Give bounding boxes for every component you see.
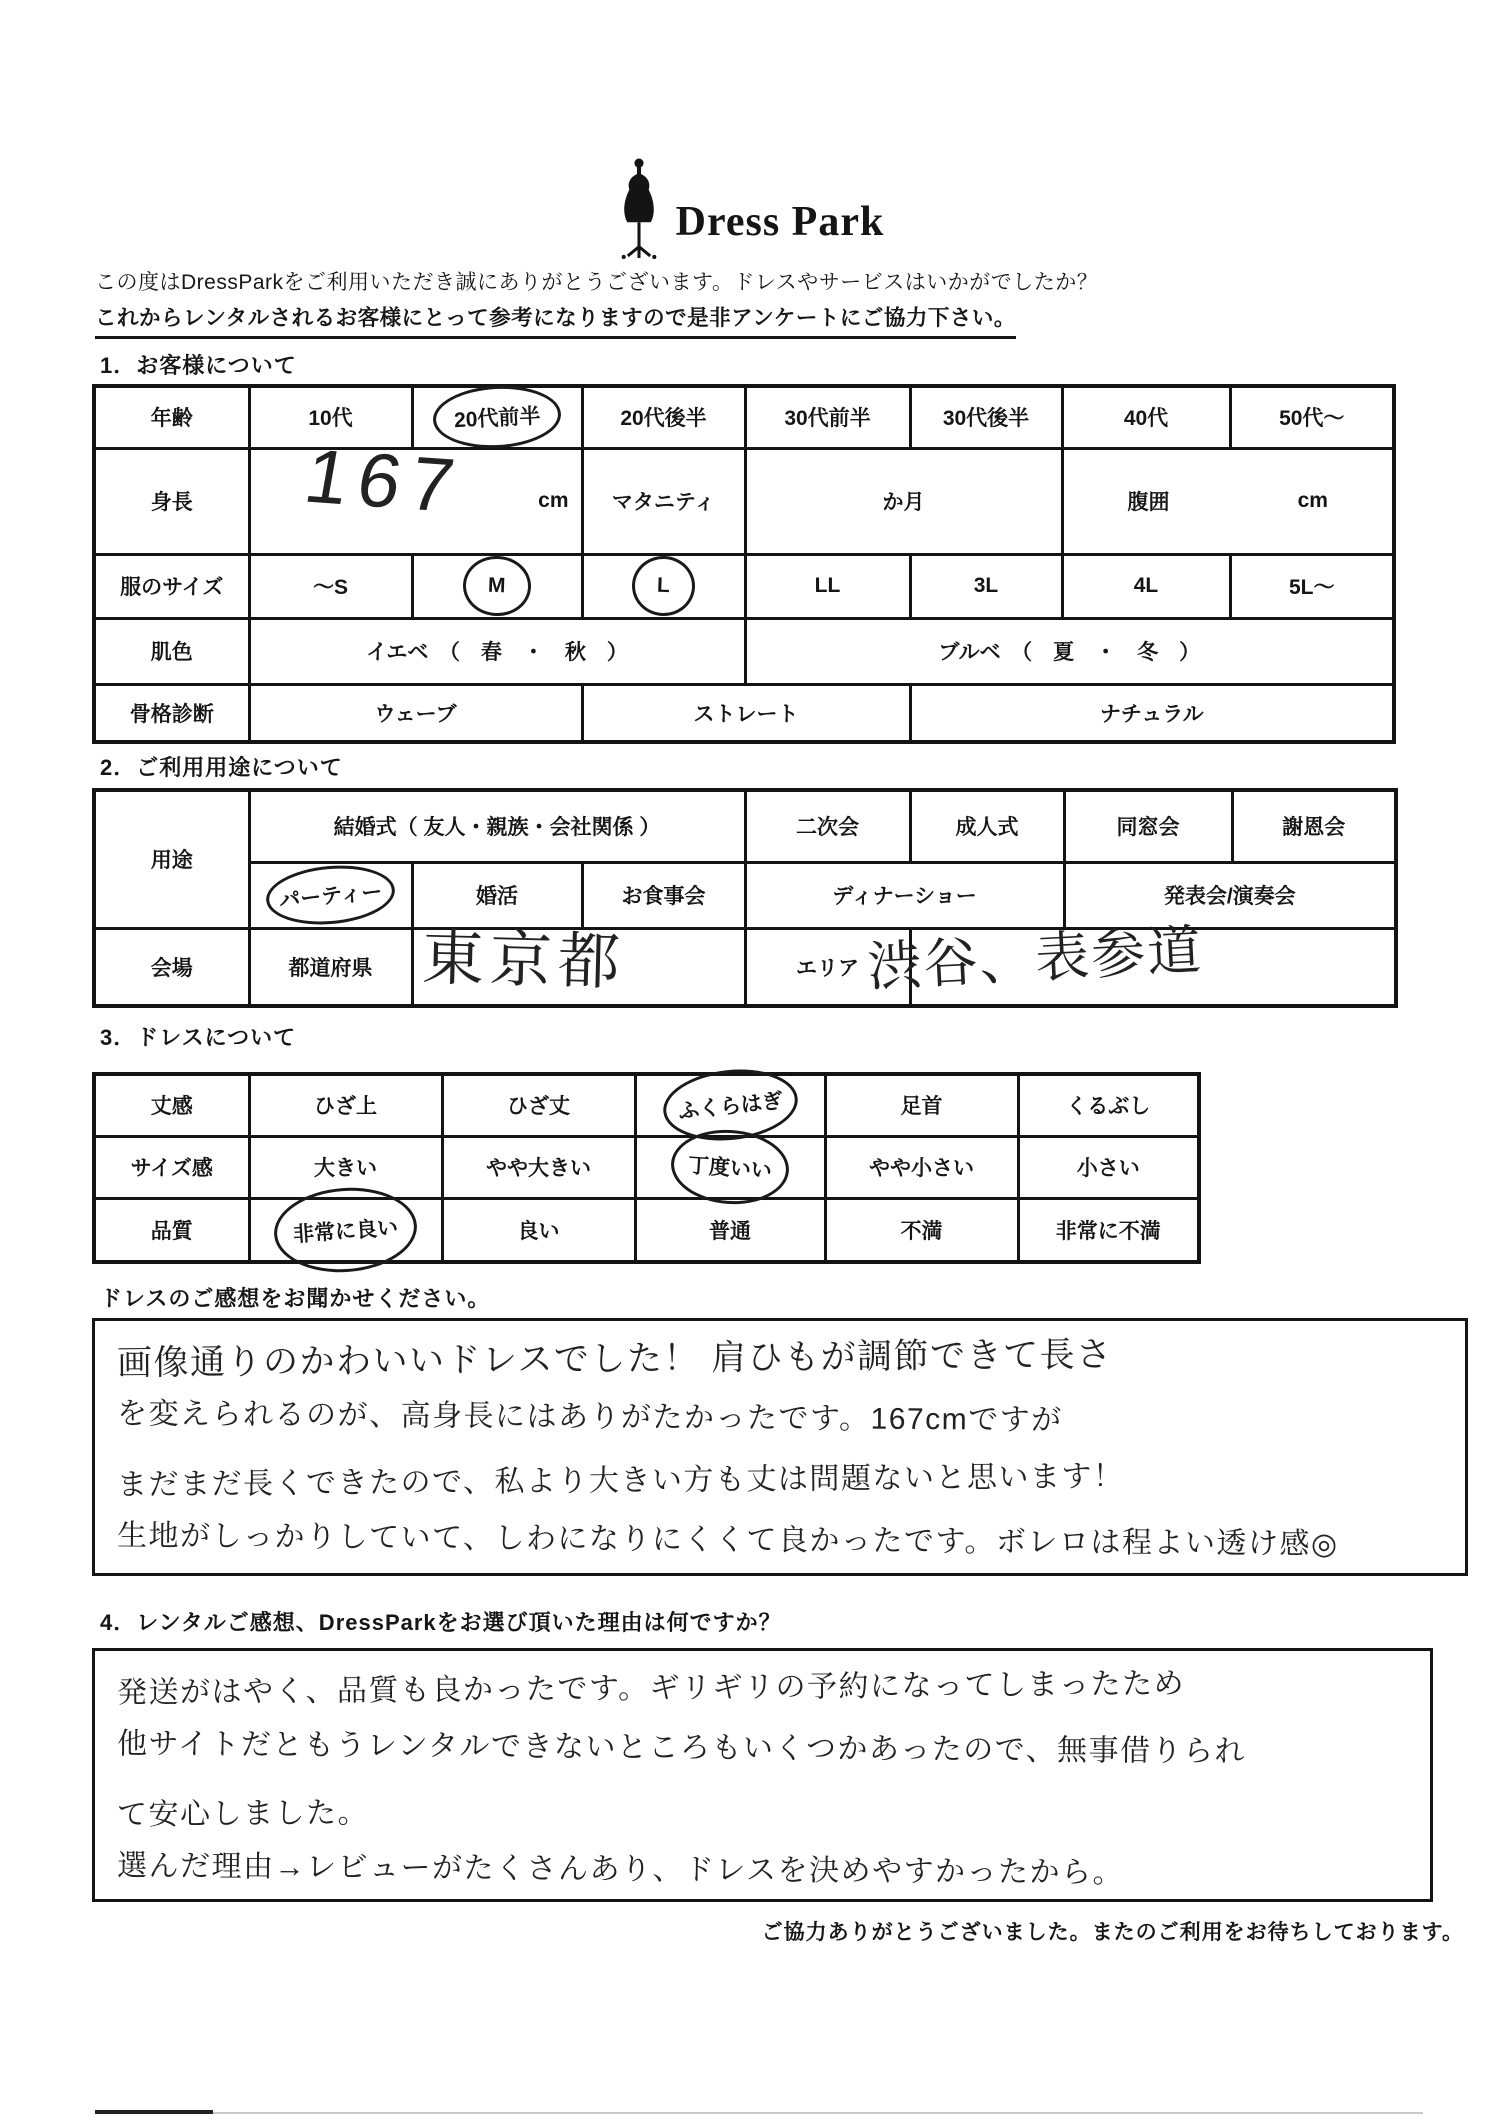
age-option: 40代 <box>1062 386 1230 448</box>
frame-option: ストレート <box>582 684 910 742</box>
usage-option <box>249 862 412 928</box>
quality-option: 不満 <box>825 1198 1018 1262</box>
rental-feedback-box <box>92 1648 1433 1902</box>
scan-artifact-line <box>213 2112 1423 2114</box>
table-row <box>94 790 1396 862</box>
section1-heading: 1．お客様について <box>100 353 297 378</box>
length-option: ひざ上 <box>249 1074 442 1136</box>
selection-circle-calf: ふくらはぎ <box>659 1063 801 1147</box>
size-option: 5L～ <box>1230 554 1394 618</box>
table-row <box>94 448 1394 554</box>
venue-label: 会場 <box>94 928 249 1006</box>
frame-option: ウェーブ <box>249 684 582 742</box>
usage-option: 同窓会 <box>1064 790 1232 862</box>
age-option: 30代後半 <box>910 386 1062 448</box>
section2-heading: 2．ご利用用途について <box>100 755 343 780</box>
height-value-handwriting: 167 <box>298 433 470 529</box>
fit-option <box>635 1136 825 1198</box>
dress-feedback-handwriting-line: 画像通りのかわいいドレスでした！ 肩ひもが調節できて長さ <box>116 1335 1113 1383</box>
footer-thanks-text: ご協力ありがとうございました。またのご利用をお待ちしております。 <box>761 1921 1464 1944</box>
dress-feedback-handwriting-line: 生地がしっかりしていて、しわになりにくくて良かったです。ボレロは程よい透け感◎ <box>116 1519 1339 1561</box>
fit-option: 小さい <box>1018 1136 1199 1198</box>
selection-circle-quality: 非常に良い <box>271 1183 420 1277</box>
rental-feedback-handwriting-line: て安心しました。 <box>116 1796 370 1832</box>
rental-feedback-handwriting-line: 選んだ理由→レビューがたくさんあり、ドレスを決めやすかったから。 <box>116 1849 1125 1890</box>
height-value-cell <box>249 433 582 554</box>
length-option <box>635 1074 825 1136</box>
usage-option: ディナーショー <box>745 862 1064 928</box>
fit-label: サイズ感 <box>94 1136 249 1198</box>
age-option <box>412 386 582 448</box>
prefecture-handwriting: 東京都 <box>420 922 627 998</box>
age-option: 10代 <box>249 386 412 448</box>
usage-option: 発表会/演奏会 <box>1064 862 1396 928</box>
skin-label: 肌色 <box>94 618 249 684</box>
skin-option-blue: ブルベ （ 夏 ・ 冬 ） <box>745 618 1394 684</box>
dress-form-icon <box>616 158 662 260</box>
brand-logo <box>0 158 1500 260</box>
age-option: 50代～ <box>1230 386 1394 448</box>
quality-option <box>249 1198 442 1262</box>
table-row <box>94 1074 1199 1136</box>
fit-option: やや小さい <box>825 1136 1018 1198</box>
waist-cell <box>1062 448 1394 554</box>
selection-circle-size-m: M <box>462 555 532 617</box>
section4-heading: 4．レンタルご感想、DressParkをお選び頂いた理由は何ですか？ <box>100 1610 782 1635</box>
scan-artifact-line <box>95 2110 213 2114</box>
length-option: ひざ丈 <box>442 1074 635 1136</box>
usage-option: 二次会 <box>745 790 910 862</box>
selection-circle-age: 20代前半 <box>431 383 562 452</box>
usage-table <box>92 788 1398 1008</box>
table-row <box>94 928 1396 1006</box>
selection-circle-size-l: L <box>631 555 696 617</box>
frame-option: ナチュラル <box>910 684 1394 742</box>
quality-label: 品質 <box>94 1198 249 1262</box>
area-handwriting: 渋谷、表参道 <box>865 919 1205 998</box>
length-option: くるぶし <box>1018 1074 1199 1136</box>
usage-option: 成人式 <box>910 790 1064 862</box>
customer-info-table <box>92 384 1396 744</box>
size-option <box>412 554 582 618</box>
size-label: 服のサイズ <box>94 554 249 618</box>
size-option <box>582 554 745 618</box>
frame-label: 骨格診断 <box>94 684 249 742</box>
quality-option: 良い <box>442 1198 635 1262</box>
size-option: 3L <box>910 554 1062 618</box>
quality-option: 非常に不満 <box>1018 1198 1199 1262</box>
length-option: 足首 <box>825 1074 1018 1136</box>
purpose-label: 用途 <box>94 790 249 928</box>
selection-circle-party: パーティー <box>264 860 398 929</box>
prefecture-value-cell <box>412 922 745 1006</box>
waist-unit: cm <box>1297 489 1328 512</box>
rental-feedback-handwriting-line: 他サイトだともうレンタルできないところもいくつかあったので、無事借りられ <box>116 1727 1247 1769</box>
area-label: エリア <box>745 928 910 1006</box>
section3-heading: 3．ドレスについて <box>100 1025 297 1050</box>
size-option: 4L <box>1062 554 1230 618</box>
height-unit: cm <box>538 489 569 512</box>
table-row <box>94 1198 1199 1262</box>
usage-option: 結婚式（ 友人・親族・会社関係 ） <box>249 790 745 862</box>
fit-option: 大きい <box>249 1136 442 1198</box>
length-label: 丈感 <box>94 1074 249 1136</box>
dress-feedback-box <box>92 1318 1468 1576</box>
height-label: 身長 <box>94 448 249 554</box>
quality-option: 普通 <box>635 1198 825 1262</box>
size-option: ～S <box>249 554 412 618</box>
age-option: 30代前半 <box>745 386 910 448</box>
prefecture-label: 都道府県 <box>249 928 412 1006</box>
age-option: 20代後半 <box>582 386 745 448</box>
brand-name: Dress Park <box>675 199 885 245</box>
waist-label: 腹囲 <box>1127 491 1170 514</box>
months-label: か月 <box>745 448 1062 554</box>
rental-feedback-handwriting-line: 発送がはやく、品質も良かったです。ギリギリの予約になってしまったため <box>116 1667 1186 1710</box>
selection-circle-fit: 丁度いい <box>669 1126 792 1208</box>
intro-text-underlined: これからレンタルされるお客様にとって参考になりますので是非アンケートにご協力下さい。 <box>95 301 1016 339</box>
dress-rating-table <box>92 1072 1201 1264</box>
age-label: 年齢 <box>94 386 249 448</box>
table-row <box>94 618 1394 684</box>
table-row <box>94 684 1394 742</box>
usage-option: お食事会 <box>582 862 745 928</box>
skin-option-yellow: イエベ （ 春 ・ 秋 ） <box>249 618 745 684</box>
dress-feedback-handwriting-line: を変えられるのが、高身長にはありがたかったです。167cmですが <box>116 1397 1063 1437</box>
intro-text: この度はDressParkをご利用いただき誠にありがとうございます。ドレスやサービスはいかがでしたか？ <box>95 271 1099 294</box>
table-row <box>94 1136 1199 1198</box>
maternity-label: マタニティ <box>582 448 745 554</box>
dress-feedback-label: ドレスのご感想をお聞かせください。 <box>100 1286 491 1311</box>
size-option: LL <box>745 554 910 618</box>
table-row <box>94 554 1394 618</box>
usage-option: 謝恩会 <box>1232 790 1396 862</box>
fit-option: やや大きい <box>442 1136 635 1198</box>
usage-option: 婚活 <box>412 862 582 928</box>
dress-feedback-handwriting-line: まだまだ長くできたので、私より大きい方も丈は問題ないと思います！ <box>116 1460 1125 1502</box>
area-value-cell <box>865 919 1396 1006</box>
table-row <box>94 386 1394 448</box>
